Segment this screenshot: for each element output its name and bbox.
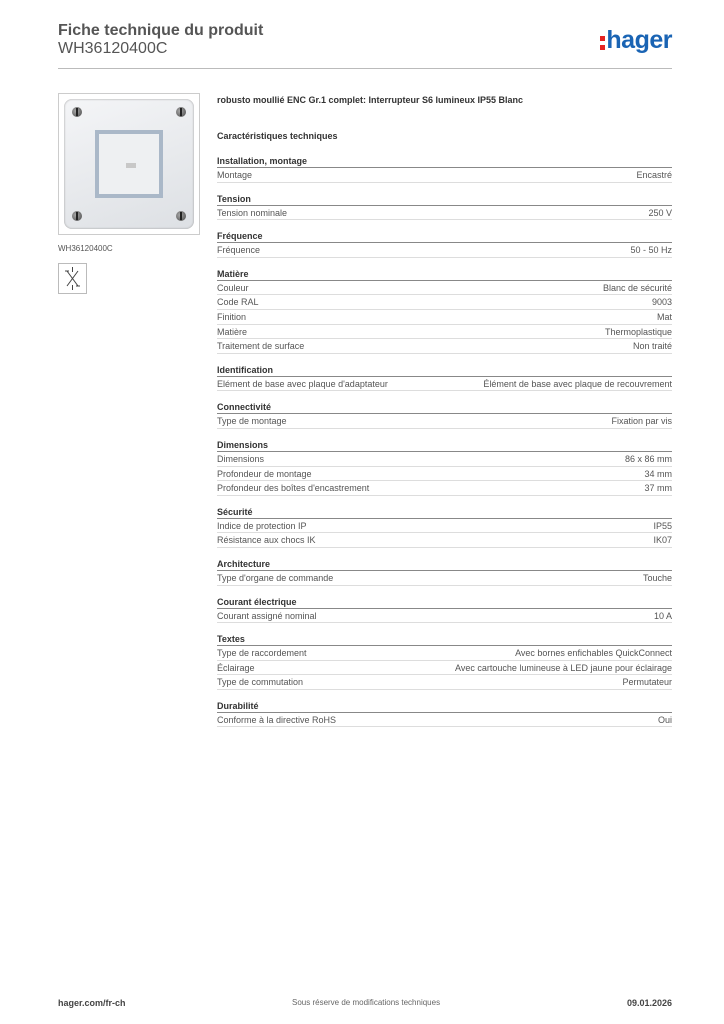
- spec-value: Avec cartouche lumineuse à LED jaune pour éclairage: [455, 662, 672, 673]
- spec-value: 250 V: [648, 207, 672, 218]
- spec-label: Résistance aux chocs IK: [217, 535, 316, 546]
- spec-row: [217, 339, 672, 354]
- product-image: [58, 93, 200, 235]
- spec-group-title: Dimensions: [217, 438, 672, 452]
- spec-value: 86 x 86 mm: [624, 453, 672, 464]
- spec-group: [217, 505, 672, 548]
- spec-value: Mat: [656, 311, 672, 322]
- spec-row: [217, 467, 672, 482]
- spec-group: [217, 557, 672, 586]
- screw-icon: [176, 107, 186, 117]
- spec-value: Blanc de sécurité: [602, 282, 672, 293]
- spec-label: Courant assigné nominal: [217, 610, 317, 621]
- spec-label: Couleur: [217, 282, 249, 293]
- spec-group-title: Architecture: [217, 557, 672, 571]
- spec-group: [217, 363, 672, 392]
- section-heading: Caractéristiques techniques: [217, 131, 338, 141]
- screw-icon: [72, 211, 82, 221]
- spec-row: [217, 325, 672, 340]
- spec-label: Dimensions: [217, 453, 265, 464]
- spec-label: Type de raccordement: [217, 648, 307, 659]
- spec-label: Profondeur des boîtes d'encastrement: [217, 483, 370, 494]
- spec-row: [217, 571, 672, 586]
- spec-label: Montage: [217, 170, 253, 180]
- spec-value: Fixation par vis: [611, 416, 672, 427]
- spec-value: Touche: [642, 572, 672, 583]
- spec-label: Traitement de surface: [217, 341, 305, 352]
- spec-value: Encastré: [636, 170, 672, 180]
- spec-label: Conforme à la directive RoHS: [217, 714, 337, 725]
- spec-label: Finition: [217, 311, 247, 322]
- spec-value: Thermoplastique: [604, 326, 672, 337]
- spec-row: [217, 310, 672, 325]
- screw-icon: [72, 107, 82, 117]
- spec-group: [217, 699, 672, 728]
- spec-row: [217, 519, 672, 534]
- header-divider: [58, 68, 672, 69]
- spec-group: [217, 192, 672, 221]
- spec-group: [217, 438, 672, 496]
- spec-value: Oui: [657, 714, 672, 725]
- spec-row: [217, 206, 672, 221]
- spec-group: [217, 154, 672, 183]
- spec-value: IK07: [653, 535, 672, 546]
- spec-value: Non traité: [632, 341, 672, 352]
- image-caption: WH36120400C: [58, 244, 113, 253]
- spec-value: Élément de base avec plaque de recouvrement: [483, 378, 672, 389]
- hager-logo: [600, 28, 672, 53]
- rocker-frame: [95, 130, 163, 198]
- spec-group-title: Sécurité: [217, 505, 672, 519]
- spec-group-title: Fréquence: [217, 229, 672, 243]
- switch-plate-image: [64, 99, 194, 229]
- spec-label: Matière: [217, 326, 248, 337]
- spec-row: [217, 281, 672, 296]
- spec-group: [217, 632, 672, 690]
- spec-group-title: Courant électrique: [217, 595, 672, 609]
- spec-group-title: Matière: [217, 267, 672, 281]
- logo-dots-icon: [600, 34, 605, 50]
- spec-row: [217, 533, 672, 548]
- spec-label: Elément de base avec plaque d'adaptateur: [217, 378, 388, 389]
- spec-group-title: Connectivité: [217, 400, 672, 414]
- spec-row: [217, 295, 672, 310]
- spec-row: [217, 414, 672, 429]
- spec-group: [217, 400, 672, 429]
- spec-value: 34 mm: [644, 468, 672, 479]
- page-title: Fiche technique du produit: [58, 22, 264, 39]
- spec-row: [217, 452, 672, 467]
- spec-row: [217, 481, 672, 496]
- spec-table: [217, 154, 672, 736]
- spec-label: Profondeur de montage: [217, 468, 312, 479]
- spec-value: 37 mm: [644, 483, 672, 494]
- spec-label: Indice de protection IP: [217, 520, 307, 531]
- spec-row: [217, 661, 672, 676]
- spec-group: [217, 229, 672, 258]
- spec-label: Fréquence: [217, 245, 261, 256]
- spec-value: 10 A: [653, 610, 672, 621]
- product-reference: WH36120400C: [58, 40, 168, 57]
- spec-value: 50 - 50 Hz: [630, 245, 672, 256]
- spec-group-title: Installation, montage: [217, 154, 672, 168]
- spec-row: [217, 646, 672, 661]
- spec-label: Type de montage: [217, 416, 287, 427]
- spec-label: Type de commutation: [217, 677, 304, 688]
- switch-wiring-symbol-icon: [58, 263, 87, 294]
- spec-row: [217, 377, 672, 392]
- spec-label: Éclairage: [217, 662, 255, 673]
- spec-group-title: Tension: [217, 192, 672, 206]
- spec-row: [217, 713, 672, 728]
- screw-icon: [176, 211, 186, 221]
- spec-group: [217, 595, 672, 624]
- spec-label: Code RAL: [217, 297, 259, 308]
- logo-text: hager: [606, 26, 672, 54]
- page-header: [58, 20, 672, 70]
- spec-value: Permutateur: [622, 677, 672, 688]
- footer-website-link[interactable]: hager.com/fr-ch: [58, 998, 126, 1008]
- led-indicator-icon: [126, 163, 136, 168]
- spec-row: [217, 675, 672, 690]
- spec-group-title: Durabilité: [217, 699, 672, 713]
- spec-label: Tension nominale: [217, 207, 288, 218]
- spec-row: [217, 243, 672, 258]
- spec-group-title: Textes: [217, 632, 672, 646]
- footer-date: 09.01.2026: [626, 998, 672, 1008]
- spec-value: IP55: [653, 520, 672, 531]
- spec-value: 9003: [651, 297, 672, 308]
- spec-row: [217, 609, 672, 624]
- footer-disclaimer: Sous réserve de modifications techniques: [292, 998, 441, 1007]
- product-description: robusto moullié ENC Gr.1 complet: Interrupteur S6 lumineux IP55 Blanc: [217, 95, 524, 105]
- spec-value: Avec bornes enfichables QuickConnect: [515, 648, 672, 659]
- spec-label: Type d'organe de commande: [217, 572, 334, 583]
- spec-row: [217, 168, 672, 183]
- spec-group: [217, 267, 672, 354]
- spec-group-title: Identification: [217, 363, 672, 377]
